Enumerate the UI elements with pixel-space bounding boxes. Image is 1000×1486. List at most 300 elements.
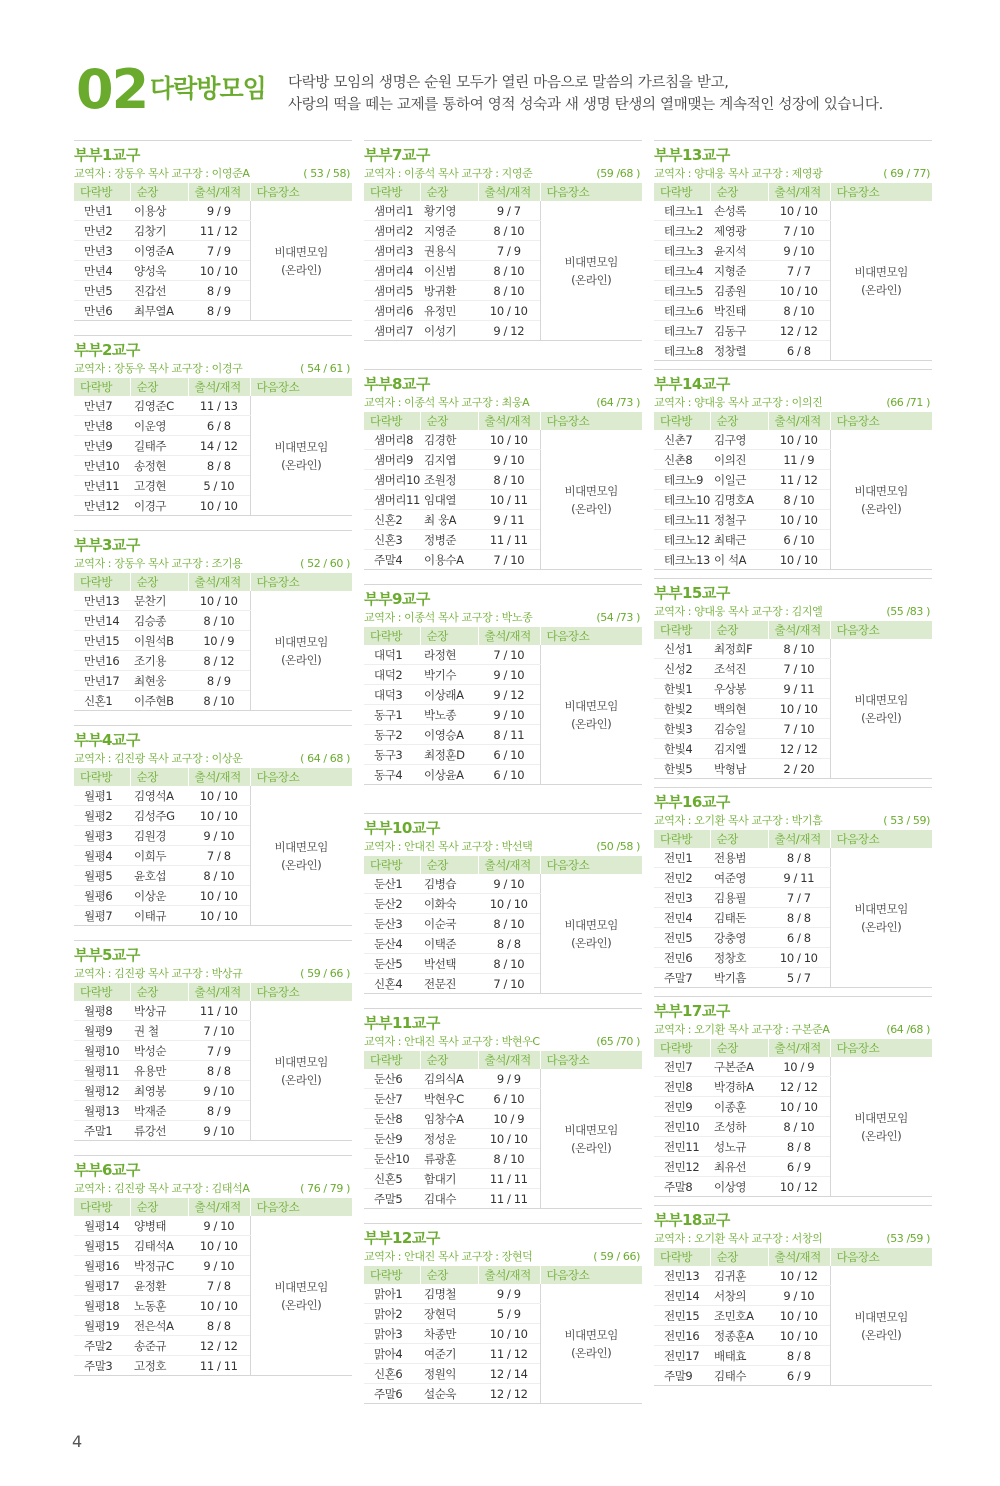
attendance: 10 / 10 xyxy=(478,430,540,450)
attendance: 8 / 10 xyxy=(188,691,250,711)
attendance: 9 / 10 xyxy=(768,1286,830,1306)
attendance: 7 / 7 xyxy=(768,888,830,908)
leader-name: 송정현 xyxy=(130,456,188,476)
attendance: 5 / 7 xyxy=(768,968,830,988)
district-total: (64 /73 ) xyxy=(596,396,640,409)
room-name: 전민6 xyxy=(654,948,710,968)
table-header-row xyxy=(654,621,932,639)
district-info xyxy=(364,609,642,627)
room-name: 전민7 xyxy=(654,1057,710,1077)
district-total: (64 /68 ) xyxy=(886,1023,930,1036)
attendance-header: 출석/재적 xyxy=(188,983,250,1001)
room-name: 둔산8 xyxy=(364,1109,420,1129)
district-total: (66 /71 ) xyxy=(886,396,930,409)
next-place-line-2: (온라인) xyxy=(571,1140,612,1155)
room-name: 만년11 xyxy=(74,476,130,496)
attendance-header: 출석/재적 xyxy=(478,183,540,201)
attendance: 9 / 10 xyxy=(188,826,250,846)
attendance: 8 / 8 xyxy=(768,1137,830,1157)
district-table xyxy=(364,183,643,341)
room-name: 만년9 xyxy=(74,436,130,456)
attendance: 9 / 10 xyxy=(478,705,540,725)
table-row xyxy=(654,1057,932,1077)
room-name: 전민4 xyxy=(654,908,710,928)
table-header-row xyxy=(364,1266,642,1284)
attendance: 8 / 8 xyxy=(188,1316,250,1336)
place-header: 다음장소 xyxy=(250,183,352,201)
room-name: 전민1 xyxy=(654,848,710,868)
room-name: 주말1 xyxy=(74,1121,130,1141)
room-name: 전민2 xyxy=(654,868,710,888)
leader-header: 순장 xyxy=(130,573,188,591)
leader-name: 김원경 xyxy=(130,826,188,846)
table-header-row xyxy=(654,1039,932,1057)
next-place-line-2: (온라인) xyxy=(571,272,612,287)
district-group xyxy=(364,584,642,785)
room-header: 다락방 xyxy=(364,1266,420,1284)
place-header: 다음장소 xyxy=(830,621,932,639)
attendance: 8 / 10 xyxy=(478,470,540,490)
attendance-header: 출석/재적 xyxy=(478,412,540,430)
district-total: (65 /70 ) xyxy=(596,1035,640,1048)
next-place-line-1: 비대면모임 xyxy=(854,483,909,498)
next-place xyxy=(540,645,642,785)
attendance: 6 / 10 xyxy=(768,530,830,550)
place-header: 다음장소 xyxy=(540,627,642,645)
district-table xyxy=(654,183,933,361)
room-name: 맑아2 xyxy=(364,1304,420,1324)
room-name: 테크노13 xyxy=(654,550,710,570)
room-name: 동구3 xyxy=(364,745,420,765)
leader-name: 김영준C xyxy=(130,396,188,416)
room-name: 둔산4 xyxy=(364,934,420,954)
district-total: ( 52 / 60 ) xyxy=(300,557,350,570)
room-header: 다락방 xyxy=(364,1051,420,1069)
leader-name: 이의진 xyxy=(710,450,768,470)
room-name: 만년10 xyxy=(74,456,130,476)
attendance: 10 / 10 xyxy=(768,281,830,301)
leader-name: 백의현 xyxy=(710,699,768,719)
table-header-row xyxy=(364,627,642,645)
district-total: (53 /59 ) xyxy=(886,1232,930,1245)
table-row xyxy=(364,1284,642,1304)
room-name: 주말2 xyxy=(74,1336,130,1356)
leader-name: 설순욱 xyxy=(420,1384,478,1404)
leader-name: 서창의 xyxy=(710,1286,768,1306)
attendance: 8 / 10 xyxy=(478,261,540,281)
next-place-line-1: 비대면모임 xyxy=(274,839,329,854)
district-info xyxy=(364,394,642,412)
table-row xyxy=(654,639,932,659)
district-info xyxy=(74,360,352,378)
room-name: 만년3 xyxy=(74,241,130,261)
district-leaders: 교역자 : 이종석 목사 교구장 : 지영준 xyxy=(364,167,533,180)
leader-name: 이용상 xyxy=(130,201,188,221)
room-name: 월평14 xyxy=(74,1216,130,1236)
district-title: 부부16교구 xyxy=(654,793,730,811)
page-header xyxy=(76,60,976,130)
room-name: 대덕1 xyxy=(364,645,420,665)
next-place xyxy=(830,1266,932,1386)
district-leaders: 교역자 : 양대웅 목사 교구장 : 이의진 xyxy=(654,396,823,409)
attendance: 7 / 7 xyxy=(768,261,830,281)
attendance: 7 / 9 xyxy=(478,241,540,261)
leader-name: 노동훈 xyxy=(130,1296,188,1316)
attendance: 7 / 10 xyxy=(768,221,830,241)
attendance: 8 / 10 xyxy=(768,639,830,659)
table-row xyxy=(74,201,352,221)
room-name: 한빛2 xyxy=(654,699,710,719)
leader-header: 순장 xyxy=(710,1248,768,1266)
room-name: 대덕2 xyxy=(364,665,420,685)
district-total: ( 64 / 68 ) xyxy=(300,752,350,765)
room-header: 다락방 xyxy=(654,412,710,430)
room-name: 샘머리8 xyxy=(364,430,420,450)
district-table xyxy=(74,1198,353,1376)
next-place-line-2: (온라인) xyxy=(281,457,322,472)
room-name: 테크노7 xyxy=(654,321,710,341)
table-header-row xyxy=(654,1248,932,1266)
leader-name: 윤지석 xyxy=(710,241,768,261)
leader-name: 정창호 xyxy=(710,948,768,968)
next-place-line-1: 비대면모임 xyxy=(564,698,619,713)
district-title: 부부8교구 xyxy=(364,375,430,393)
table-row xyxy=(654,430,932,450)
leader-name: 이신범 xyxy=(420,261,478,281)
place-header: 다음장소 xyxy=(540,412,642,430)
leader-name: 박경하A xyxy=(710,1077,768,1097)
table-header-row xyxy=(74,183,352,201)
attendance: 10 / 9 xyxy=(188,631,250,651)
room-name: 만년4 xyxy=(74,261,130,281)
leader-name: 이상래A xyxy=(420,685,478,705)
column-left xyxy=(74,140,352,1376)
leader-name: 전문진 xyxy=(420,974,478,994)
leader-name: 최무열A xyxy=(130,301,188,321)
district-table xyxy=(364,1266,643,1404)
room-name: 만년15 xyxy=(74,631,130,651)
district-info xyxy=(364,165,642,183)
district-leaders: 교역자 : 이종석 목사 교구장 : 최웅A xyxy=(364,396,530,409)
attendance: 7 / 10 xyxy=(768,719,830,739)
leader-name: 김명철 xyxy=(420,1284,478,1304)
district-info xyxy=(654,1021,932,1039)
attendance: 10 / 10 xyxy=(768,699,830,719)
district-title: 부부5교구 xyxy=(74,946,140,964)
next-place xyxy=(830,1057,932,1197)
district-leaders: 교역자 : 양대웅 목사 교구장 : 제영광 xyxy=(654,167,823,180)
attendance: 11 / 13 xyxy=(188,396,250,416)
next-place xyxy=(540,430,642,570)
district-group xyxy=(364,1223,642,1404)
attendance: 6 / 8 xyxy=(768,341,830,361)
leader-name: 김의식A xyxy=(420,1069,478,1089)
attendance: 10 / 9 xyxy=(478,1109,540,1129)
leader-name: 김창기 xyxy=(130,221,188,241)
district-title: 부부18교구 xyxy=(654,1211,730,1229)
room-name: 신혼5 xyxy=(364,1169,420,1189)
attendance: 9 / 9 xyxy=(478,1069,540,1089)
leader-name: 이주현B xyxy=(130,691,188,711)
room-name: 월평8 xyxy=(74,1001,130,1021)
next-place-line-1: 비대면모임 xyxy=(854,692,909,707)
attendance-header: 출석/재적 xyxy=(768,412,830,430)
district-leaders: 교역자 : 오기환 목사 교구장 : 서창의 xyxy=(654,1232,823,1245)
attendance-header: 출석/재적 xyxy=(768,1248,830,1266)
next-place xyxy=(250,591,352,711)
room-name: 주말5 xyxy=(364,1189,420,1209)
leader-name: 이성기 xyxy=(420,321,478,341)
leader-name: 정철구 xyxy=(710,510,768,530)
attendance: 8 / 10 xyxy=(478,954,540,974)
leader-name: 김명호A xyxy=(710,490,768,510)
next-place-line-2: (온라인) xyxy=(861,1128,902,1143)
room-name: 테크노5 xyxy=(654,281,710,301)
room-name: 둔산5 xyxy=(364,954,420,974)
leader-name: 이운영 xyxy=(130,416,188,436)
room-name: 월평12 xyxy=(74,1081,130,1101)
district-info xyxy=(654,394,932,412)
room-name: 샘머리1 xyxy=(364,201,420,221)
leader-name: 이희두 xyxy=(130,846,188,866)
leader-header: 순장 xyxy=(420,627,478,645)
attendance: 10 / 11 xyxy=(478,490,540,510)
district-leaders: 교역자 : 이종석 목사 교구장 : 박노종 xyxy=(364,611,533,624)
room-header: 다락방 xyxy=(74,378,130,396)
attendance-header: 출석/재적 xyxy=(768,621,830,639)
table-header-row xyxy=(654,183,932,201)
attendance: 7 / 8 xyxy=(188,846,250,866)
attendance-header: 출석/재적 xyxy=(768,183,830,201)
room-header: 다락방 xyxy=(364,627,420,645)
room-name: 신성1 xyxy=(654,639,710,659)
place-header: 다음장소 xyxy=(540,1051,642,1069)
next-place-line-1: 비대면모임 xyxy=(854,1309,909,1324)
leader-name: 김지엽 xyxy=(420,450,478,470)
leader-name: 박재준 xyxy=(130,1101,188,1121)
room-name: 전민15 xyxy=(654,1306,710,1326)
table-row xyxy=(364,1069,642,1089)
table-row xyxy=(74,786,352,806)
attendance: 7 / 8 xyxy=(188,1276,250,1296)
room-name: 만년16 xyxy=(74,651,130,671)
leader-name: 김귀훈 xyxy=(710,1266,768,1286)
room-header: 다락방 xyxy=(364,412,420,430)
attendance: 12 / 12 xyxy=(188,1336,250,1356)
room-header: 다락방 xyxy=(74,983,130,1001)
district-table xyxy=(74,573,353,711)
attendance: 9 / 11 xyxy=(768,868,830,888)
leader-name: 길태주 xyxy=(130,436,188,456)
leader-header: 순장 xyxy=(420,856,478,874)
next-place-line-1: 비대면모임 xyxy=(564,917,619,932)
attendance: 6 / 10 xyxy=(478,765,540,785)
room-name: 만년2 xyxy=(74,221,130,241)
attendance: 10 / 10 xyxy=(768,510,830,530)
room-name: 주말3 xyxy=(74,1356,130,1376)
leader-name: 김승종 xyxy=(130,611,188,631)
place-header: 다음장소 xyxy=(830,830,932,848)
attendance: 11 / 11 xyxy=(478,1169,540,1189)
room-name: 주말4 xyxy=(364,550,420,570)
attendance: 11 / 9 xyxy=(768,450,830,470)
attendance-header: 출석/재적 xyxy=(478,627,540,645)
room-header: 다락방 xyxy=(654,1039,710,1057)
leader-name: 조민호A xyxy=(710,1306,768,1326)
leader-name: 김영석A xyxy=(130,786,188,806)
leader-header: 순장 xyxy=(130,378,188,396)
leader-name: 양성욱 xyxy=(130,261,188,281)
leader-name: 송준규 xyxy=(130,1336,188,1356)
table-header-row xyxy=(74,573,352,591)
attendance: 10 / 10 xyxy=(768,948,830,968)
room-name: 주말9 xyxy=(654,1366,710,1386)
district-info xyxy=(364,1033,642,1051)
place-header: 다음장소 xyxy=(540,856,642,874)
district-total: ( 53 / 59) xyxy=(883,814,930,827)
district-info xyxy=(364,1248,642,1266)
room-name: 월평15 xyxy=(74,1236,130,1256)
attendance: 5 / 9 xyxy=(478,1304,540,1324)
attendance: 11 / 12 xyxy=(768,470,830,490)
table-header-row xyxy=(74,1198,352,1216)
attendance-header: 출석/재적 xyxy=(188,378,250,396)
district-leaders: 교역자 : 오기환 목사 교구장 : 박기흠 xyxy=(654,814,823,827)
attendance: 14 / 12 xyxy=(188,436,250,456)
place-header: 다음장소 xyxy=(830,1039,932,1057)
attendance: 9 / 10 xyxy=(188,1216,250,1236)
room-name: 샘머리2 xyxy=(364,221,420,241)
leader-name: 김대수 xyxy=(420,1189,478,1209)
district-leaders: 교역자 : 양대웅 목사 교구장 : 김지엘 xyxy=(654,605,823,618)
leader-name: 이택준 xyxy=(420,934,478,954)
leader-name: 박기수 xyxy=(420,665,478,685)
room-header: 다락방 xyxy=(74,1198,130,1216)
room-name: 월평4 xyxy=(74,846,130,866)
district-table xyxy=(74,983,353,1141)
attendance: 11 / 12 xyxy=(478,1344,540,1364)
room-name: 만년5 xyxy=(74,281,130,301)
attendance: 8 / 9 xyxy=(188,1101,250,1121)
room-name: 신성2 xyxy=(654,659,710,679)
attendance: 8 / 9 xyxy=(188,671,250,691)
room-name: 대덕3 xyxy=(364,685,420,705)
district-total: ( 69 / 77) xyxy=(883,167,930,180)
district-total: (55 /83 ) xyxy=(886,605,930,618)
attendance: 8 / 10 xyxy=(188,611,250,631)
leader-name: 방귀환 xyxy=(420,281,478,301)
leader-name: 조기용 xyxy=(130,651,188,671)
room-name: 둔산6 xyxy=(364,1069,420,1089)
leader-name: 라정현 xyxy=(420,645,478,665)
district-title: 부부15교구 xyxy=(654,584,730,602)
leader-name: 박선택 xyxy=(420,954,478,974)
section-number: 02 xyxy=(76,58,148,121)
next-place-line-1: 비대면모임 xyxy=(854,1110,909,1125)
attendance: 9 / 9 xyxy=(478,1284,540,1304)
attendance: 9 / 12 xyxy=(478,321,540,341)
district-title: 부부11교구 xyxy=(364,1014,440,1032)
attendance-header: 출석/재적 xyxy=(768,830,830,848)
room-name: 월평2 xyxy=(74,806,130,826)
district-total: ( 59 / 66) xyxy=(593,1250,640,1263)
attendance: 10 / 10 xyxy=(188,261,250,281)
room-name: 전민17 xyxy=(654,1346,710,1366)
place-header: 다음장소 xyxy=(250,1198,352,1216)
room-name: 테크노4 xyxy=(654,261,710,281)
attendance: 11 / 11 xyxy=(478,1189,540,1209)
next-place xyxy=(540,1284,642,1404)
leader-header: 순장 xyxy=(130,983,188,1001)
attendance: 6 / 8 xyxy=(188,416,250,436)
room-name: 전민11 xyxy=(654,1137,710,1157)
next-place-line-2: (온라인) xyxy=(571,1345,612,1360)
district-group xyxy=(74,335,352,516)
attendance: 10 / 10 xyxy=(478,301,540,321)
room-name: 맑아3 xyxy=(364,1324,420,1344)
attendance: 8 / 8 xyxy=(478,934,540,954)
room-name: 월평13 xyxy=(74,1101,130,1121)
attendance: 12 / 14 xyxy=(478,1364,540,1384)
district-group xyxy=(654,578,932,779)
room-name: 신혼1 xyxy=(74,691,130,711)
district-leaders: 교역자 : 장동우 목사 교구장 : 이영준A xyxy=(74,167,250,180)
district-total: ( 54 / 61 ) xyxy=(300,362,350,375)
attendance: 9 / 7 xyxy=(478,201,540,221)
attendance: 10 / 10 xyxy=(188,886,250,906)
next-place-line-1: 비대면모임 xyxy=(274,634,329,649)
leader-name: 이종훈 xyxy=(710,1097,768,1117)
next-place-line-2: (온라인) xyxy=(281,652,322,667)
district-table xyxy=(364,627,643,785)
leader-name: 양병태 xyxy=(130,1216,188,1236)
attendance: 10 / 12 xyxy=(768,1266,830,1286)
attendance: 10 / 9 xyxy=(768,1057,830,1077)
district-info xyxy=(74,165,352,183)
room-name: 신혼3 xyxy=(364,530,420,550)
leader-name: 김승일 xyxy=(710,719,768,739)
next-place-line-2: (온라인) xyxy=(281,1072,322,1087)
room-name: 샘머리3 xyxy=(364,241,420,261)
next-place-line-2: (온라인) xyxy=(281,262,322,277)
attendance: 9 / 10 xyxy=(188,1121,250,1141)
next-place-line-1: 비대면모임 xyxy=(854,264,909,279)
next-place xyxy=(250,201,352,321)
district-group xyxy=(74,1155,352,1376)
room-name: 만년13 xyxy=(74,591,130,611)
district-total: (59 /68 ) xyxy=(596,167,640,180)
room-header: 다락방 xyxy=(654,621,710,639)
attendance: 10 / 10 xyxy=(188,496,250,516)
leader-name: 조원정 xyxy=(420,470,478,490)
attendance: 10 / 10 xyxy=(478,1324,540,1344)
attendance: 10 / 10 xyxy=(188,1296,250,1316)
leader-name: 박정규C xyxy=(130,1256,188,1276)
district-info xyxy=(654,603,932,621)
table-row xyxy=(74,396,352,416)
column-right xyxy=(654,140,932,1386)
leader-name: 손성록 xyxy=(710,201,768,221)
next-place xyxy=(540,1069,642,1209)
room-name: 한빛5 xyxy=(654,759,710,779)
leader-name: 장현덕 xyxy=(420,1304,478,1324)
leader-name: 이상운 xyxy=(130,886,188,906)
attendance-header: 출석/재적 xyxy=(188,183,250,201)
leader-name: 김태석A xyxy=(130,1236,188,1256)
section-description xyxy=(288,72,883,116)
attendance: 8 / 8 xyxy=(188,1061,250,1081)
table-header-row xyxy=(74,768,352,786)
